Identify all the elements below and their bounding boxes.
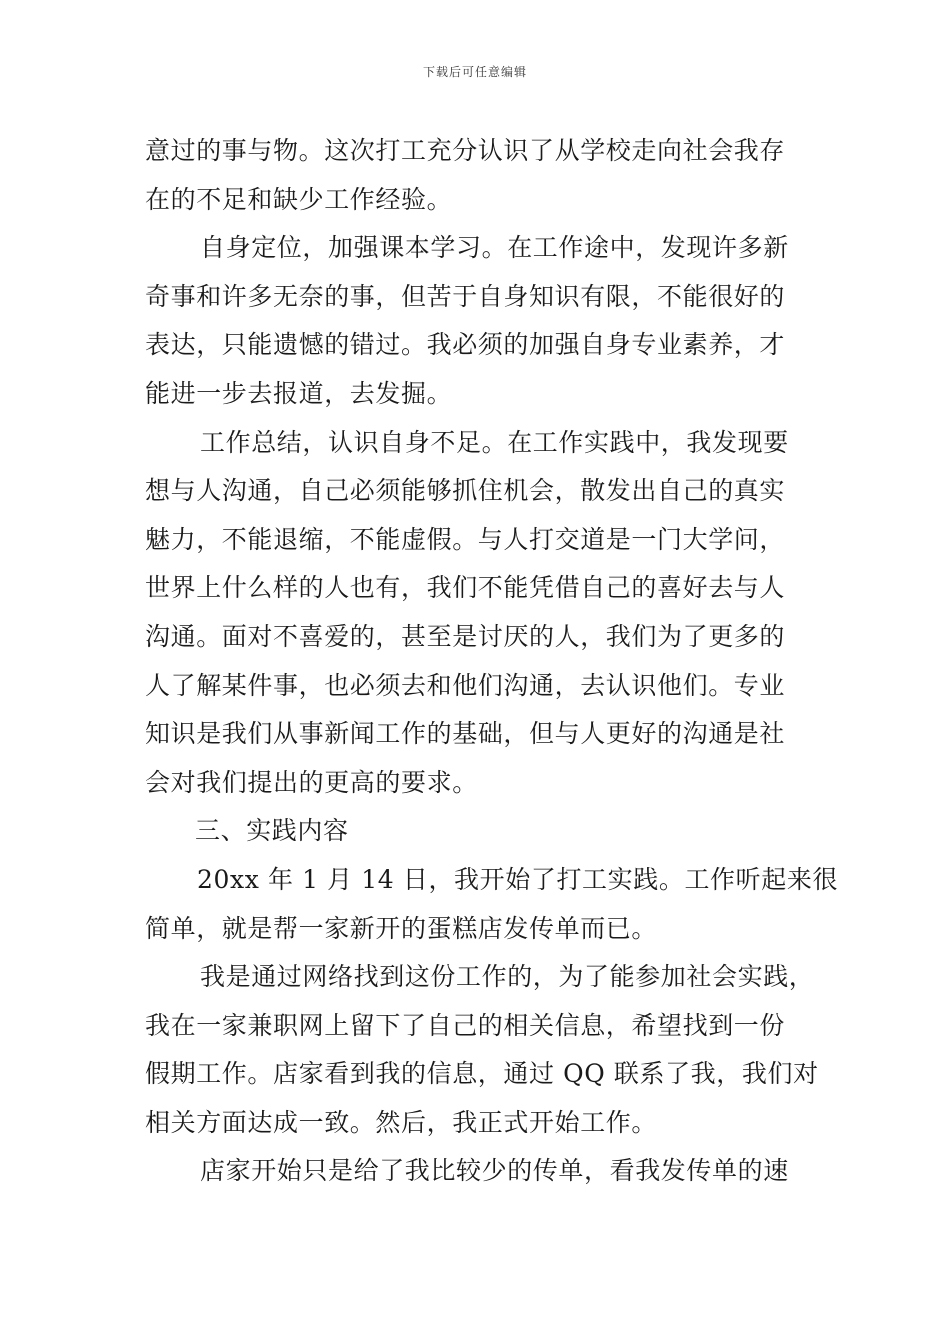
text-line: 在的不足和缺少工作经验。 — [145, 184, 453, 214]
text-line: 假期工作。店家看到我的信息，通过 QQ 联系了我，我们对 — [145, 1059, 819, 1089]
text-line: 魅力，不能退缩，不能虚假。与人打交道是一门大学问， — [145, 524, 786, 554]
text-line: 我在一家兼职网上留下了自己的相关信息，希望找到一份 — [145, 1010, 786, 1040]
text-line: 意过的事与物。这次打工充分认识了从学校走向社会我存 — [145, 136, 786, 165]
text-line: 想与人沟通，自己必须能够抓住机会，散发出自己的真实 — [145, 476, 786, 506]
page-header: 下载后可任意编辑 — [422, 65, 527, 79]
paragraph-first-line: 店家开始只是给了我比较少的传单，看我发传单的速 — [200, 1156, 789, 1186]
paragraph-first-line: 自身定位，加强课本学习。在工作途中，发现许多新 — [200, 233, 789, 263]
text-line: 奇事和许多无奈的事，但苦于自身知识有限，不能很好的 — [145, 281, 786, 311]
text-line: 沟通。面对不喜爱的，甚至是讨厌的人，我们为了更多的 — [145, 621, 786, 651]
section-heading: 三、实践内容 — [195, 816, 349, 846]
text-line: 人了解某件事，也必须去和他们沟通，去认识他们。专业 — [145, 670, 786, 700]
document-body — [145, 127, 839, 1196]
paragraph-first-line: 我是通过网络找到这份工作的，为了能参加社会实践， — [200, 962, 815, 992]
text-line: 世界上什么样的人也有，我们不能凭借自己的喜好去与人 — [145, 573, 786, 603]
text-line: 相关方面达成一致。然后，我正式开始工作。 — [145, 1107, 658, 1137]
paragraph-first-line: 20xx 年 1 月 14 日，我开始了打工实践。工作听起来很 — [197, 864, 839, 894]
text-line: 简单，就是帮一家新开的蛋糕店发传单而已。 — [145, 913, 658, 943]
text-line: 会对我们提出的更高的要求。 — [145, 767, 478, 797]
text-line: 知识是我们从事新闻工作的基础，但与人更好的沟通是社 — [145, 719, 786, 749]
text-line: 表达，只能遗憾的错过。我必须的加强自身专业素养，才 — [145, 330, 786, 360]
text-line: 能进一步去报道，去发掘。 — [145, 378, 453, 408]
paragraph-first-line: 工作总结，认识自身不足。在工作实践中，我发现要 — [200, 427, 789, 457]
